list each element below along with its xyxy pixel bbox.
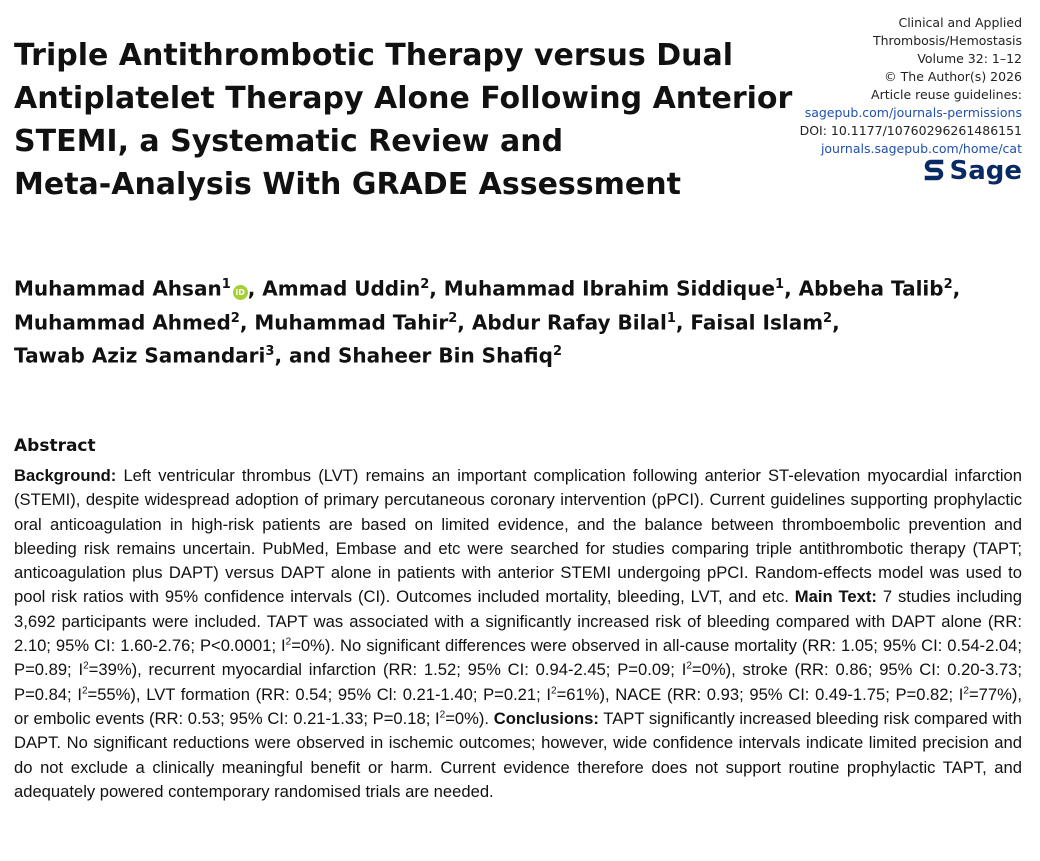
conclusions-label: Conclusions: (493, 708, 599, 728)
author-name: Muhammad Ahsan (14, 276, 222, 301)
author-name: , Muhammad Tahir (239, 310, 449, 335)
journal-name: Clinical and Applied (898, 15, 1022, 30)
superscript: 2 (285, 636, 292, 648)
superscript: 2 (686, 660, 692, 672)
sage-logo (924, 156, 1022, 186)
author-line (14, 270, 1024, 304)
abstract-text: TAPT significantly increased bleeding risk compared with DAPT. No significant reductions were observed in ischemic outcomes; however, wide confidence intervals indicate limited precision and do not exclude a clinically meaningful benefit or harm. Current evidence therefore does not support routine prophylactic TAPT, and adequately powered contemporary randomised trials are needed. (14, 708, 1023, 801)
affiliation-marker: 1 (775, 277, 785, 292)
superscript: 2 (963, 685, 969, 697)
permissions-link[interactable]: sagepub.com/journals-permissions (804, 105, 1022, 120)
superscript: 2 (83, 660, 89, 672)
title-line: Triple Antithrombotic Therapy versus Dual (14, 38, 733, 73)
affiliation-marker: 2 (823, 310, 833, 326)
sage-s-icon (924, 158, 944, 184)
title-line: Antiplatelet Therapy Alone Following Anterior (14, 81, 793, 116)
abstract-text: =61%), NACE (RR: 0.93; 95% CI: 0.49-1.75; P=0.82; I (556, 684, 964, 704)
abstract-text: Left ventricular thrombus (LVT) remains an important complication following anterior ST-elevation myocardial infarction (STEMI), despite widespread adoption of primary percutaneous coronary intervention (pPCI). Current guidelines supporting prophylactic oral anticoagulation in high-risk patients are based on limited evidence, and the balance between thromboembolic prevention and bleeding risk remains uncertain. PubMed, Embase and etc were searched for studies comparing triple antithrombotic therapy (TAPT; anticoagulation plus DAPT) versus DAPT alone in patients with anterior STEMI undergoing pPCI. Random-effects model was used to pool risk ratios with 95% confidence intervals (CI). Outcomes included mortality, bleeding, LVT, and etc. (14, 466, 1022, 607)
copyright-notice: © The Author(s) 2026 (884, 69, 1022, 84)
affiliation-marker: 2 (552, 344, 562, 360)
author-name: , Abdur Rafay Bilal (457, 310, 667, 335)
author-name: , Abbeha Talib (784, 276, 944, 301)
doi-text: DOI: 10.1177/10760296261486151 (799, 123, 1022, 138)
author-line (14, 304, 1024, 338)
author-name: , Faisal Islam (675, 310, 824, 335)
author-name: , Muhammad Ibrahim Siddique (429, 276, 776, 301)
author-list (14, 270, 1024, 371)
abstract-text: 7 studies including 3,692 participants were included. TAPT was associated with a significantly increased risk of bleeding compared with DAPT alone (RR: 2.10; 95% CI: 1.60-2.76; P<0.0001; I (14, 587, 1022, 656)
abstract-text: =0%). (445, 708, 494, 728)
separator: , (832, 310, 840, 335)
author-name: , Ammad Uddin (247, 276, 421, 301)
journal-volume: Volume 32: 1–12 (917, 51, 1022, 66)
journal-home-link[interactable]: journals.sagepub.com/home/cat (820, 141, 1022, 156)
affiliation-marker: 1 (666, 310, 676, 326)
affiliation-marker: 3 (265, 344, 275, 360)
abstract-text: =77%), or embolic events (RR: 0.53; 95% CI: 0.21-1.33; P=0.18; I (14, 684, 1023, 728)
separator: , (952, 276, 961, 301)
publisher-name: Sage (949, 156, 1022, 186)
superscript: 2 (551, 685, 557, 697)
affiliation-marker: 2 (230, 310, 240, 326)
abstract-heading: Abstract (14, 436, 96, 456)
reuse-label: Article reuse guidelines: (871, 87, 1022, 102)
author-name: , and Shaheer Bin Shafiq (274, 343, 553, 368)
journal-name: Thrombosis/Hemostasis (872, 33, 1022, 48)
abstract-text: =55%), LVT formation (RR: 0.54; 95% Cl: 0.21-1.40; P=0.21; I (87, 684, 552, 704)
author-line (14, 337, 1024, 371)
abstract-text: =39%), recurrent myocardial infarction (RR: 1.52; 95% CI: 0.94-2.45; P=0.09; I (88, 660, 687, 680)
orcid-icon[interactable]: iD (233, 285, 248, 300)
affiliation-marker: 1 (221, 277, 231, 292)
title-line: Meta-Analysis With GRADE Assessment (14, 167, 681, 202)
affiliation-marker: 2 (448, 310, 458, 326)
affiliation-marker: 2 (943, 277, 953, 292)
abstract-body (14, 464, 1022, 804)
article-title (14, 34, 793, 206)
affiliation-marker: 2 (420, 277, 430, 292)
title-line: STEMI, a Systematic Review and (14, 124, 564, 159)
abstract-text: =0%). No significant differences were observed in all-cause mortality (RR: 1.05; 95% CI: 0.54-2.04; P=0.89; I (14, 636, 1022, 680)
author-name: Muhammad Ahmed (14, 310, 231, 335)
superscript: 2 (439, 709, 446, 721)
background-label: Background: (14, 466, 117, 485)
abstract-text: =0%), stroke (RR: 0.86; 95% CI: 0.20-3.73; P=0.84; I (14, 660, 1022, 704)
superscript: 2 (81, 685, 88, 697)
main-text-label: Main Text: (794, 587, 877, 607)
author-name: Tawab Aziz Samandari (14, 343, 266, 368)
journal-metadata (800, 14, 1022, 158)
